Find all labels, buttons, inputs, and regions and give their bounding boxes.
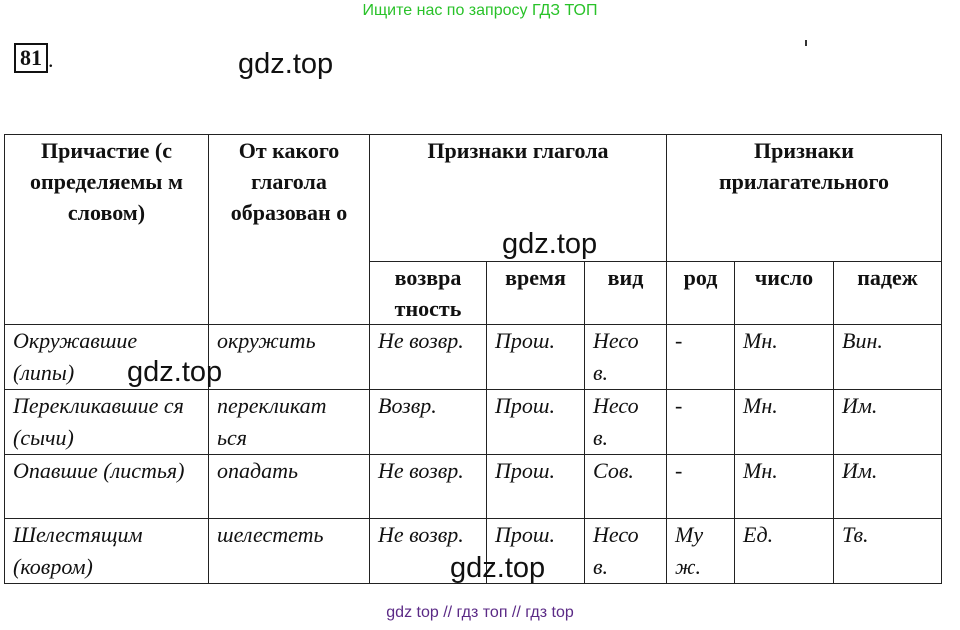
cell-case: Им. [834,390,942,455]
subheader-tense: время [487,262,585,325]
subheader-number: число [735,262,834,325]
cell-aspect: Несо в. [585,519,667,584]
task-number-box: 81 [14,43,48,73]
cell-reflexive: Возвр. [370,390,487,455]
cell-number: Ед. [735,519,834,584]
header-from-verb: От какого глагола образован о [209,135,370,325]
header-verb-features: Признаки глагола [370,135,667,262]
cell-tense: Прош. [487,390,585,455]
cell-reflexive: Не возвр. [370,455,487,519]
subheader-reflexive: возвра тность [370,262,487,325]
table-row [5,390,942,455]
subheader-aspect: вид [585,262,667,325]
cell-aspect: Несо в. [585,325,667,390]
watermark: gdz.top [450,552,546,584]
cell-from-verb: опадать [209,455,370,519]
task-number-dot: . [48,47,54,72]
watermark: gdz.top [502,228,598,260]
cell-gender: - [667,325,735,390]
cell-reflexive: Не возвр. [370,325,487,390]
subheader-case: падеж [834,262,942,325]
cell-participle: Шелестящим (ковром) [5,519,209,584]
cell-gender: Му ж. [667,519,735,584]
cell-tense: Прош. [487,325,585,390]
cell-participle: Перекликавшие ся (сычи) [5,390,209,455]
cell-reflexive: Не возвр. [370,519,487,584]
header-adj-features: Признаки прилагательного [667,135,942,262]
cell-participle: Окружавшие (липы) [5,325,209,390]
cell-from-verb: перекликат ься [209,390,370,455]
cell-aspect: Несо в. [585,390,667,455]
subheader-gender: род [667,262,735,325]
cell-number: Мн. [735,455,834,519]
cell-case: Вин. [834,325,942,390]
cell-tense: Прош. [487,455,585,519]
header-participle: Причастие (с определяемы м словом) [5,135,209,325]
cell-gender: - [667,390,735,455]
cell-gender: - [667,455,735,519]
cell-aspect: Сов. [585,455,667,519]
stray-mark [805,40,807,46]
cell-from-verb: шелестеть [209,519,370,584]
cell-number: Мн. [735,325,834,390]
cell-from-verb: окружить [209,325,370,390]
cell-participle: Опавшие (листья) [5,455,209,519]
task-number [14,45,54,73]
top-banner: Ищите нас по запросу ГДЗ ТОП [362,2,598,19]
watermark: gdz.top [127,356,223,388]
table-row [5,455,942,519]
cell-case: Им. [834,455,942,519]
footer-watermark: gdz top // гдз топ // гдз top [386,604,574,621]
cell-case: Тв. [834,519,942,584]
cell-tense: Прош. [487,519,585,584]
watermark: gdz.top [238,48,334,80]
cell-number: Мн. [735,390,834,455]
